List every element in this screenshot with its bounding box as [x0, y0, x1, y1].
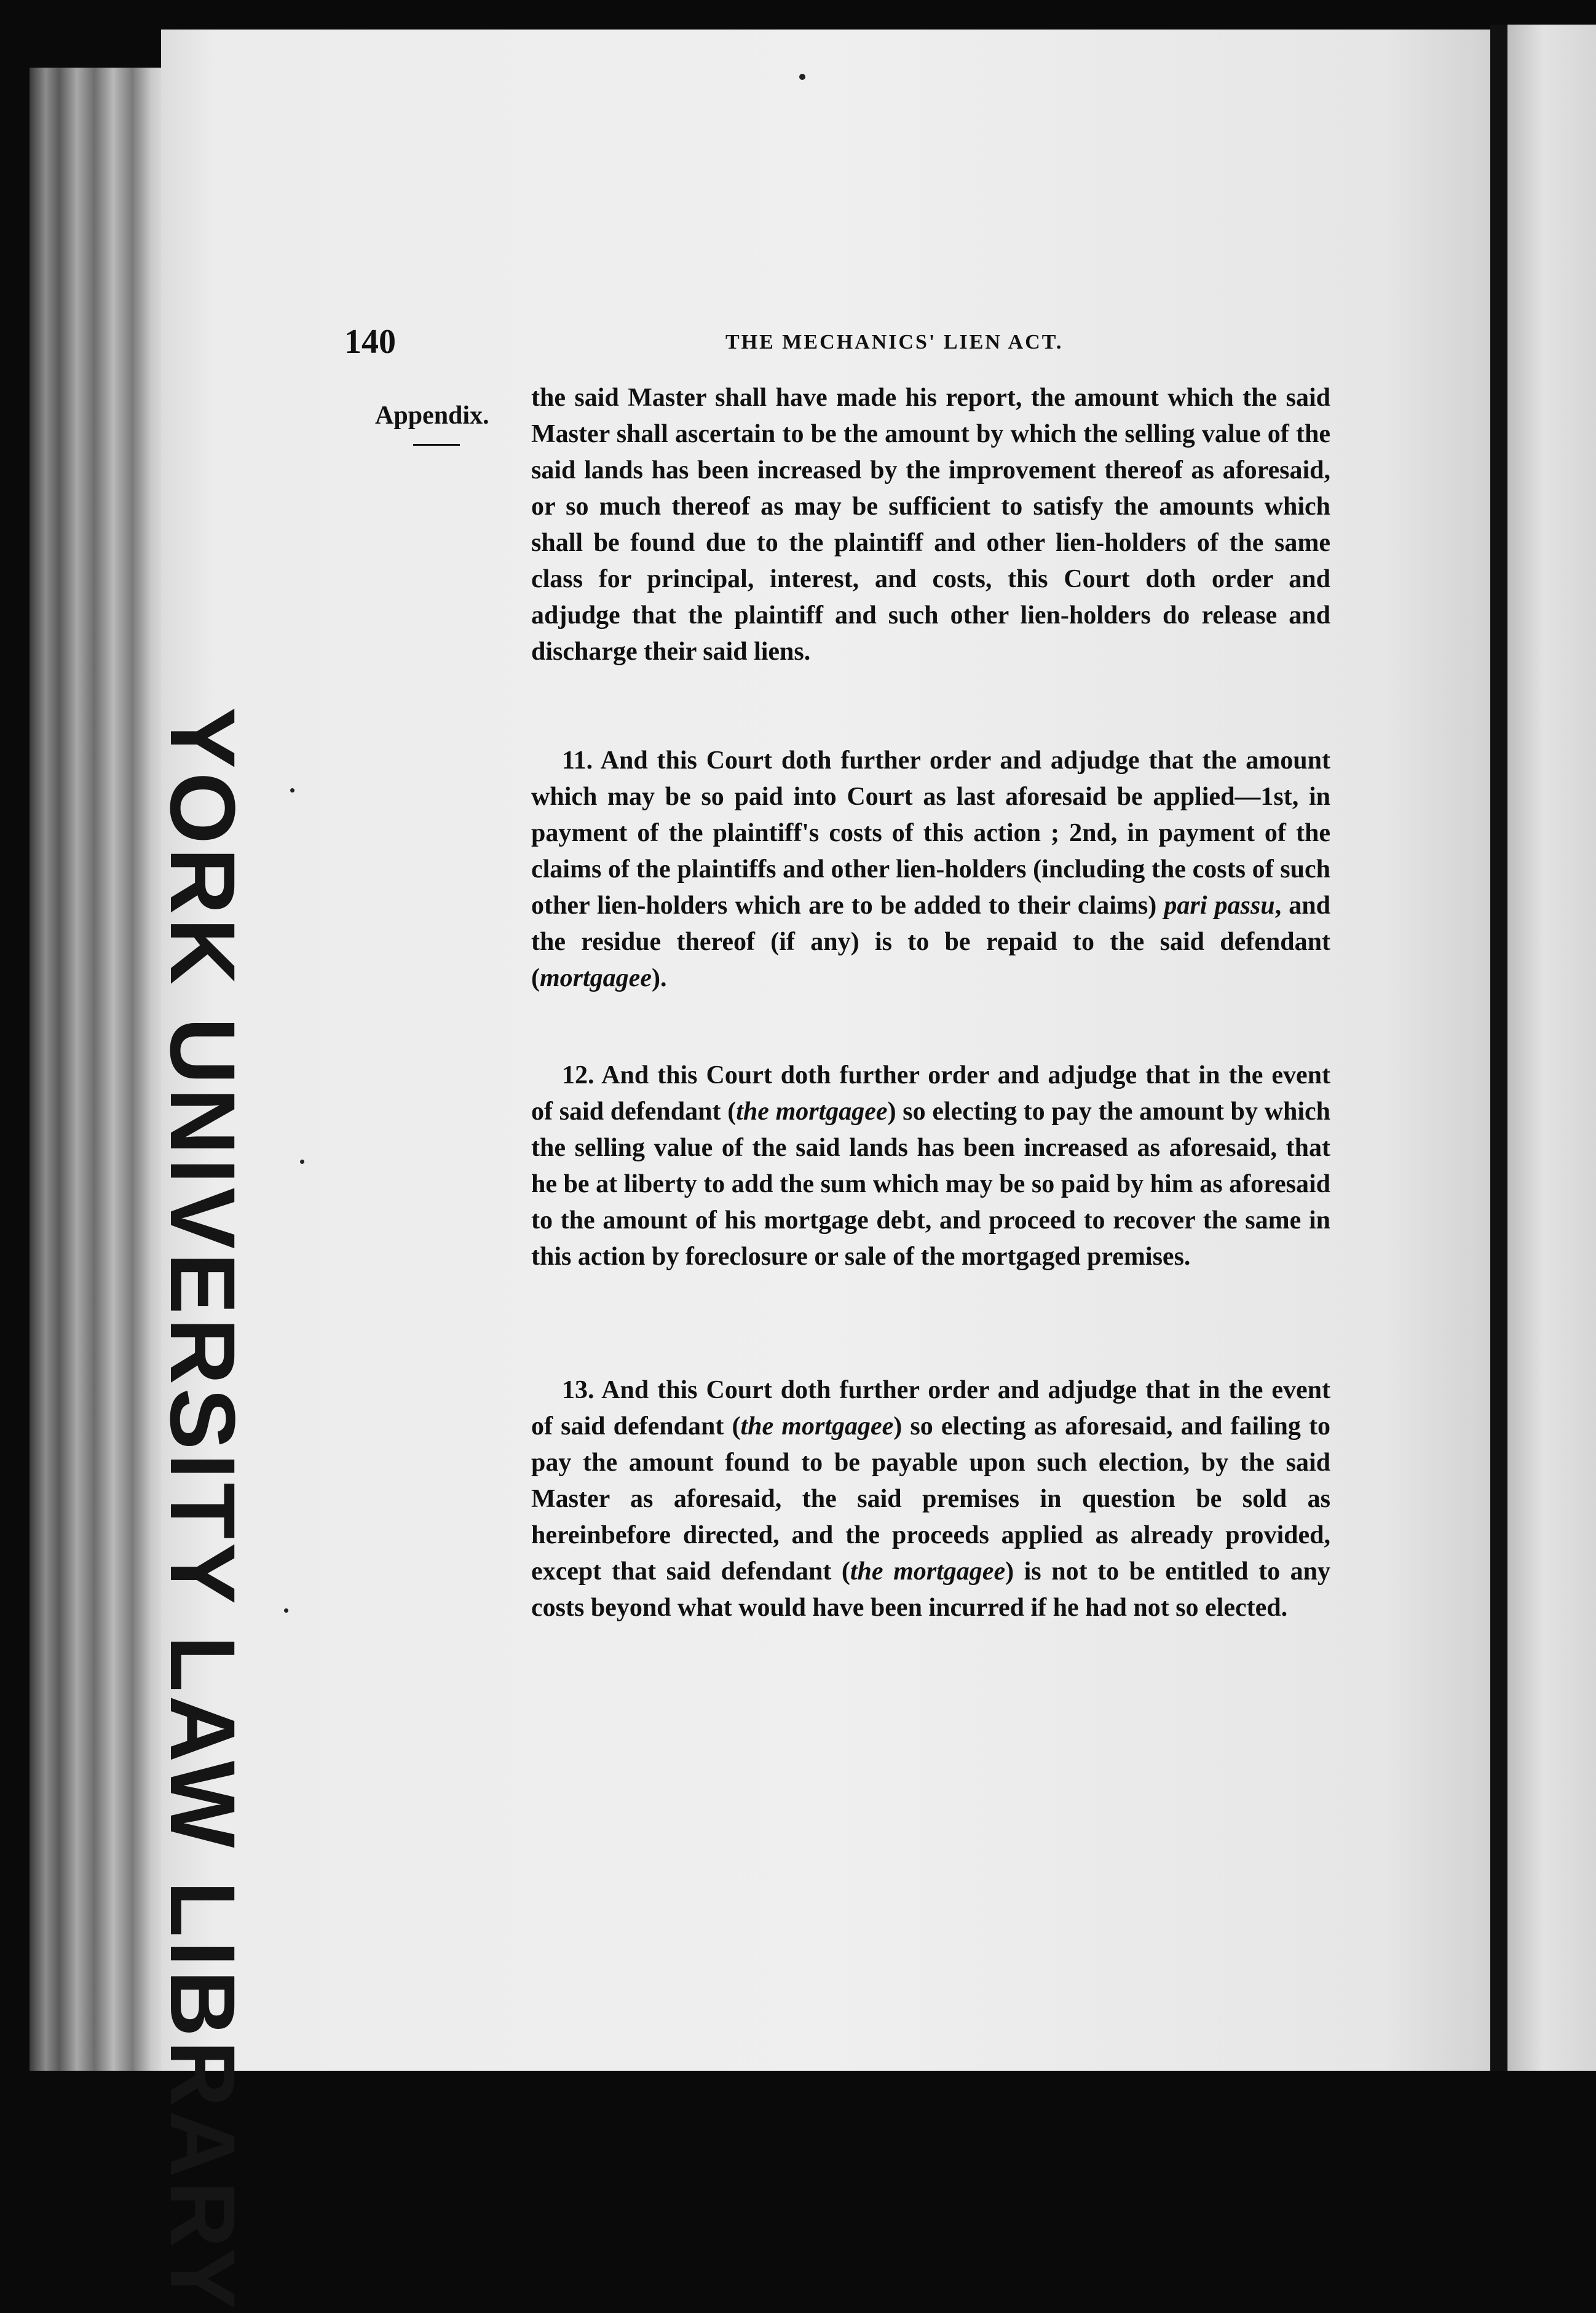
text-run: ) is not to be entitled to any costs beyond what would have been incurred if he had not so elected. — [531, 1557, 1330, 1622]
text-run: ). — [651, 964, 667, 992]
facing-page-edge — [1507, 25, 1596, 2071]
page-number: 140 — [344, 323, 396, 361]
text-run: 12. And this Court doth further order and adjudge that in the event of said defendant ( — [531, 1061, 1330, 1126]
running-head: THE MECHANICS' LIEN ACT. — [725, 331, 1064, 354]
text-run: the said Master shall have made his report, the amount which the said Master shall ascertain to be the amount by which the selling value of the said lands has been increased by the improvement thereof as aforesaid, or so much thereof as may be sufficient to satisfy the amounts which shall be found due to the plaintiff and other lien-holders of the same class for principal, interest, and costs, this Court doth order and adjudge that the plaintiff and such other lien-holders do release and discharge their said liens. — [531, 384, 1330, 666]
scan-speck — [799, 74, 805, 80]
page-header — [344, 322, 1291, 365]
page-gutter — [1490, 25, 1507, 2071]
text-run: ) so electing to pay the amount by which the selling value of the said lands has been increased as aforesaid, that he be at liberty to add the sum which may be so paid by him as aforesaid to the amount of his mortgage debt, and proceed to recover the same in this action by foreclosure or sale of the mortgaged premises. — [531, 1097, 1330, 1271]
text-run: , and the residue thereof (if any) is to be repaid to the said defendant ( — [531, 892, 1331, 992]
text-run: ) so electing as aforesaid, and failing to pay the amount found to be payable upon such election, by the said Master as aforesaid, the said premises in question be sold as hereinbefore directed, and the proceeds applied as already provided, except that said defendant ( — [531, 1412, 1330, 1586]
italic-phrase: the mortgagee — [850, 1557, 1006, 1586]
paragraph-13 — [531, 1372, 1330, 1626]
text-run: 11. And this Court doth further order and adjudge that the amount which may be so paid into Court as last aforesaid be applied—1st, in payment of the plaintiff's costs of this action ; 2nd, in payment of the claims of the plaintiffs and other lien-holders (including the costs of such other lien-holders which are to be added to their claims) — [531, 746, 1330, 920]
italic-phrase: the mortgagee — [740, 1412, 894, 1441]
scan-speck — [290, 788, 294, 793]
margin-rule — [413, 444, 460, 446]
italic-phrase: the mortgagee — [736, 1097, 888, 1126]
paragraph-12 — [531, 1058, 1330, 1275]
paragraph-11 — [531, 743, 1330, 997]
library-stamp: YORK UNIVERSITY LIBRARY — [151, 707, 255, 2313]
italic-phrase: mortgagee — [540, 964, 652, 992]
margin-note: Appendix. — [375, 401, 489, 430]
scan-speck — [300, 1160, 304, 1164]
text-run: 13. And this Court doth further order and adjudge that in the event of said defendant ( — [531, 1376, 1330, 1441]
paragraph — [531, 380, 1330, 670]
italic-phrase: pari passu — [1164, 892, 1275, 920]
scan-speck — [284, 1608, 288, 1613]
